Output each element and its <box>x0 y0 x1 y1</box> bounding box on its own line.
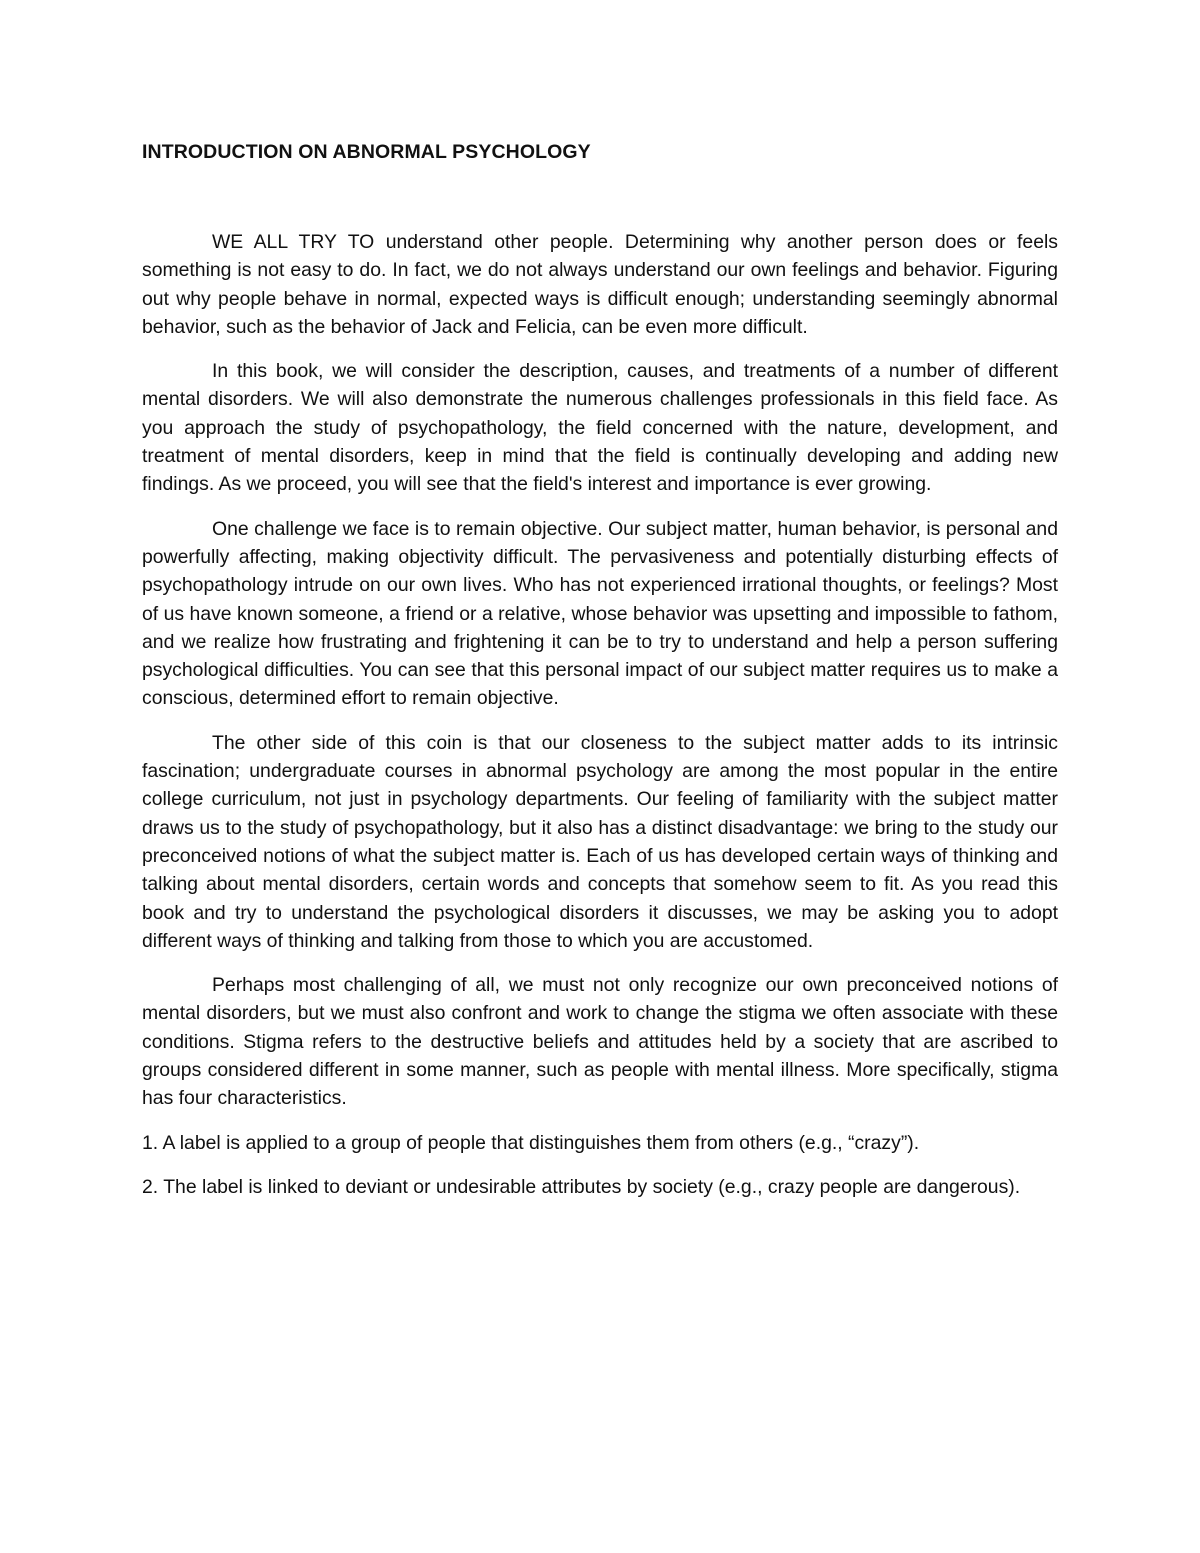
paragraph-3: One challenge we face is to remain objective. Our subject matter, human behavior, is personal and powerfully affecting, making objectivity difficult. The pervasiveness and potentially disturbing effects of psychopathology intrude on our own lives. Who has not experienced irrational thoughts, or feelings? Most of us have known someone, a friend or a relative, whose behavior was upsetting and impossible to fathom, and we realize how frustrating and frightening it can be to try to understand and help a person suffering psychological difficulties. You can see that this personal impact of our subject matter requires us to make a conscious, determined effort to remain objective. <box>142 517 1058 710</box>
paragraph-2: In this book, we will consider the description, causes, and treatments of a number of different mental disorders. We will also demonstrate the numerous challenges professionals in this field face. As you approach the study of psychopathology, the field concerned with the nature, development, and treatment of mental disorders, keep in mind that the field is continually developing and adding new findings. As we proceed, you will see that the field's interest and importance is ever growing. <box>142 360 1058 496</box>
paragraph-1: WE ALL TRY TO understand other people. Determining why another person does or feels something is not easy to do. In fact, we do not always understand our own feelings and behavior. Figuring out why people behave in normal, expected ways is difficult enough; understanding seemingly abnormal behavior, such as the behavior of Jack and Felicia, can be even more difficult. <box>142 231 1058 338</box>
list-item-1: 1. A label is applied to a group of people that distinguishes them from others (e.g., “crazy”). <box>142 1131 920 1154</box>
document-title: INTRODUCTION ON ABNORMAL PSYCHOLOGY <box>142 141 591 163</box>
paragraph-4: The other side of this coin is that our closeness to the subject matter adds to its intrinsic fascination; undergraduate courses in abnormal psychology are among the most popular in the entire college curriculum, not just in psychology departments. Our feeling of familiarity with the subject matter draws us to the study of psychopathology, but it also has a distinct disadvantage: we bring to the study our preconceived notions of what the subject matter is. Each of us has developed certain ways of thinking and talking about mental disorders, certain words and concepts that somehow seem to fit. As you read this book and try to understand the psychological disorders it discusses, we may be asking you to adopt different ways of thinking and talking from those to which you are accustomed. <box>142 731 1058 952</box>
document-body <box>142 228 1058 1217</box>
paragraph-5: Perhaps most challenging of all, we must not only recognize our own preconceived notions of mental disorders, but we must also confront and work to change the stigma we often associate with these conditions. Stigma refers to the destructive beliefs and attitudes held by a society that are ascribed to groups considered different in some manner, such as people with mental illness. More specifically, stigma has four characteristics. <box>142 974 1058 1110</box>
list-item-2: 2. The label is linked to deviant or undesirable attributes by society (e.g., crazy people are dangerous). <box>142 1175 1021 1198</box>
